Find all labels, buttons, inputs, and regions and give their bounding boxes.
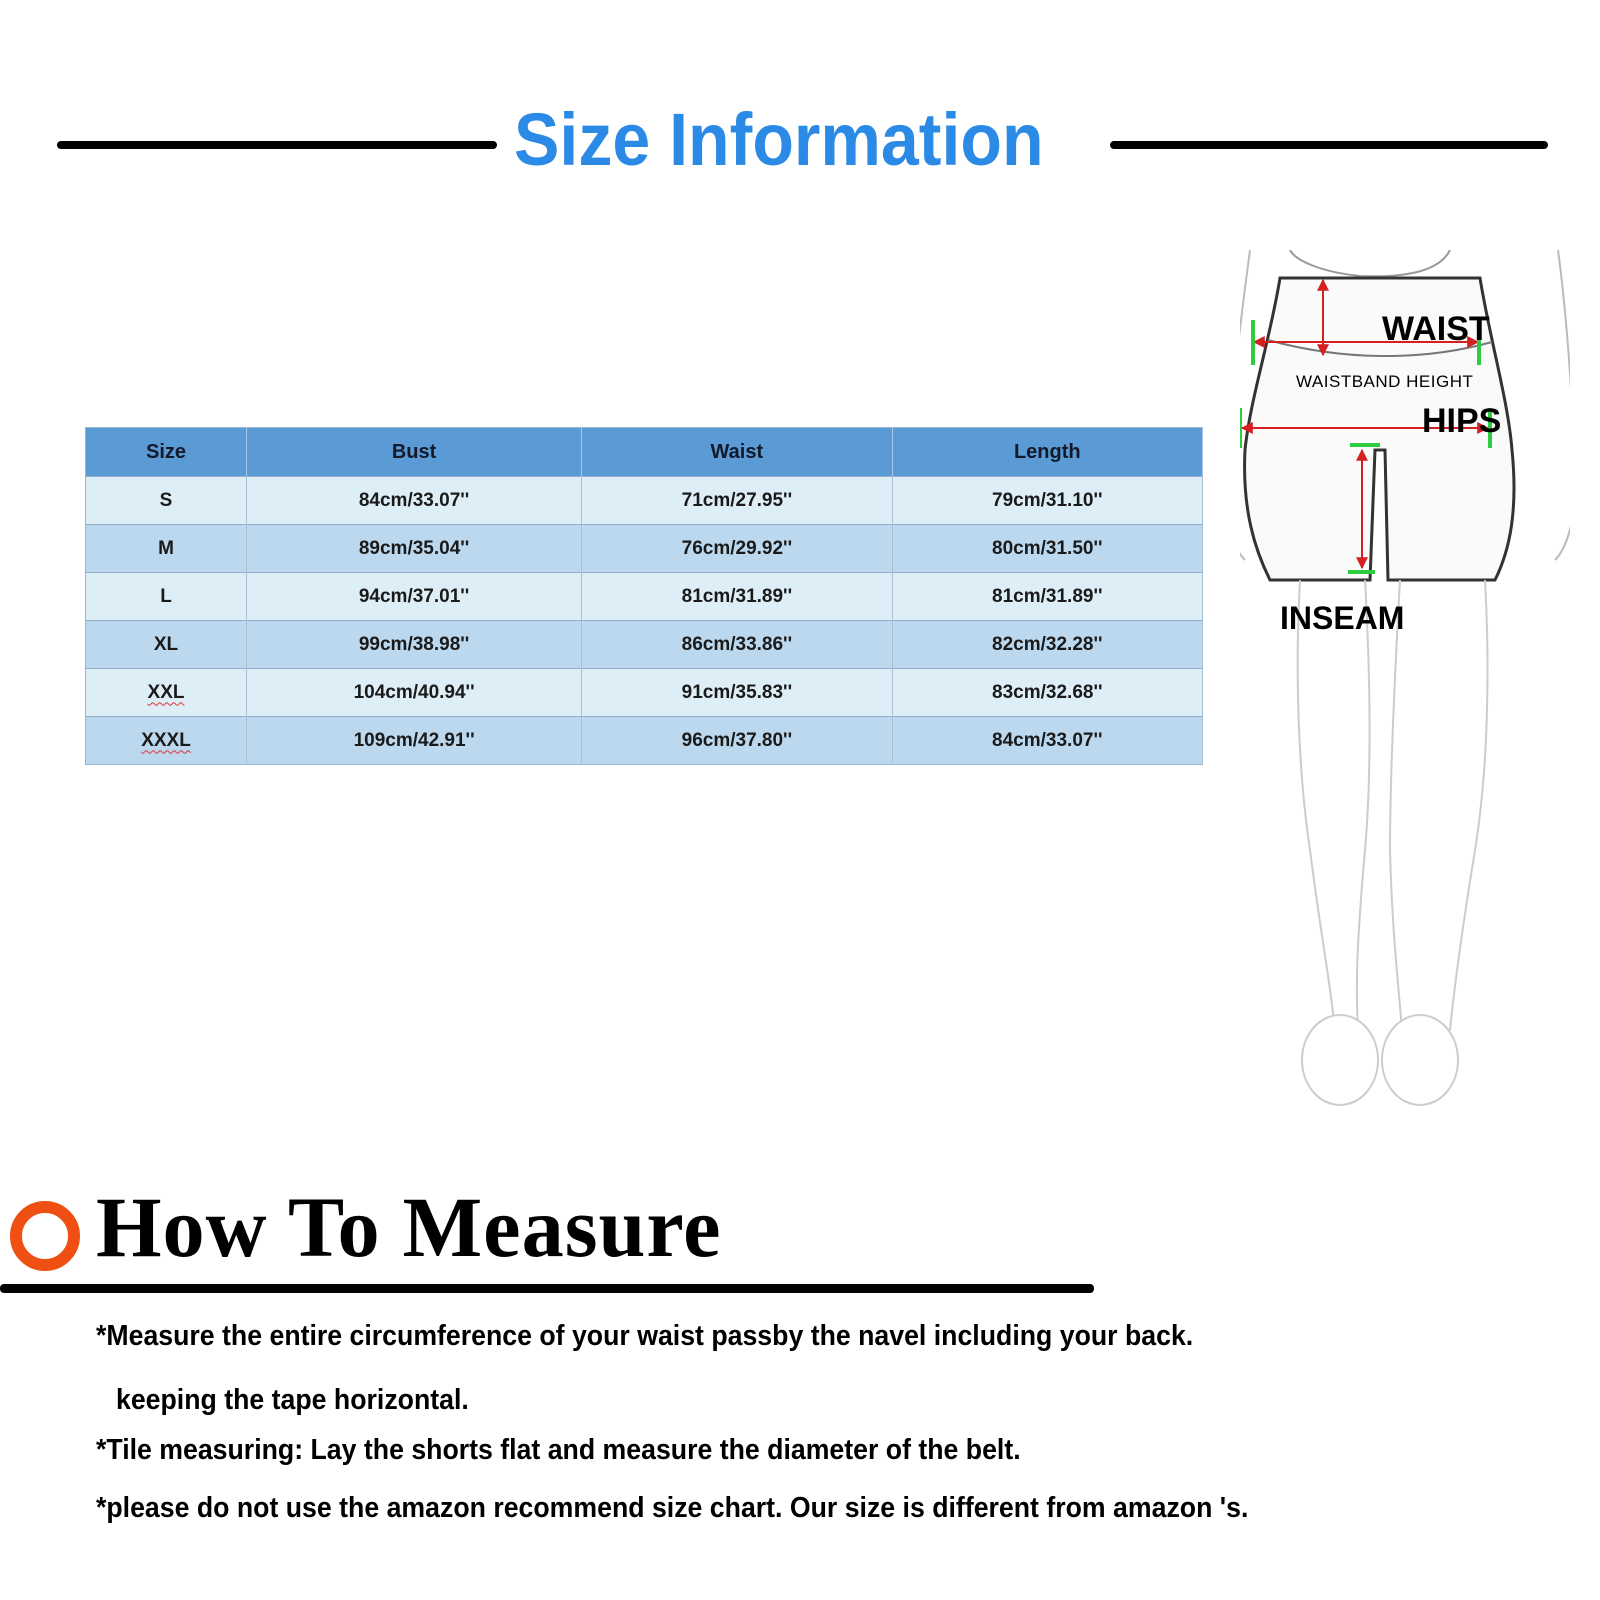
page-title: Size Information — [514, 98, 1044, 181]
cell-waist: 96cm/37.80'' — [582, 717, 892, 765]
how-to-measure-header — [0, 1179, 1100, 1295]
cell-size: XL — [86, 621, 247, 669]
cell-length: 79cm/31.10'' — [892, 477, 1202, 525]
orange-ring-icon — [10, 1201, 80, 1271]
table-row — [86, 717, 1203, 765]
cell-length: 83cm/32.68'' — [892, 669, 1202, 717]
table-row — [86, 477, 1203, 525]
waistband-height-label: WAISTBAND HEIGHT — [1296, 372, 1474, 391]
cell-bust: 89cm/35.04'' — [247, 525, 582, 573]
instruction-text: keeping the tape horizontal. — [116, 1384, 469, 1416]
section-divider — [0, 1284, 1094, 1293]
instruction-text: *Tile measuring: Lay the shorts flat and measure the diameter of the belt. — [96, 1434, 1021, 1466]
cell-size: M — [86, 525, 247, 573]
section-title: How To Measure — [96, 1179, 722, 1275]
waist-label: WAIST — [1382, 310, 1490, 348]
column-header-length: Length — [892, 428, 1202, 477]
column-header-bust: Bust — [247, 428, 582, 477]
cell-size — [86, 717, 247, 765]
page-header — [0, 90, 1600, 190]
hips-label: HIPS — [1422, 402, 1502, 440]
cell-length: 81cm/31.89'' — [892, 573, 1202, 621]
cell-bust: 99cm/38.98'' — [247, 621, 582, 669]
table-row — [86, 669, 1203, 717]
cell-length: 84cm/33.07'' — [892, 717, 1202, 765]
inseam-label: INSEAM — [1280, 600, 1405, 636]
table-row — [86, 525, 1203, 573]
cell-length: 82cm/32.28'' — [892, 621, 1202, 669]
column-header-waist: Waist — [582, 428, 892, 477]
cell-waist: 76cm/29.92'' — [582, 525, 892, 573]
measurement-diagram — [1240, 250, 1570, 1130]
instruction-text: *please do not use the amazon recommend size chart. Our size is different from amazon 's. — [96, 1492, 1249, 1524]
cell-waist: 71cm/27.95'' — [582, 477, 892, 525]
cell-waist: 81cm/31.89'' — [582, 573, 892, 621]
cell-size: L — [86, 573, 247, 621]
cell-bust: 94cm/37.01'' — [247, 573, 582, 621]
cell-size — [86, 669, 247, 717]
cell-size: S — [86, 477, 247, 525]
cell-waist: 91cm/35.83'' — [582, 669, 892, 717]
size-chart-table — [85, 427, 1203, 765]
instruction-text: *Measure the entire circumference of your waist passby the navel including your back. — [96, 1320, 1194, 1352]
cell-bust: 84cm/33.07'' — [247, 477, 582, 525]
cell-bust: 104cm/40.94'' — [247, 669, 582, 717]
cell-length: 80cm/31.50'' — [892, 525, 1202, 573]
title-divider-right — [1110, 141, 1548, 149]
table-row — [86, 621, 1203, 669]
size-label: XXXL — [141, 729, 191, 751]
cell-waist: 86cm/33.86'' — [582, 621, 892, 669]
cell-bust: 109cm/42.91'' — [247, 717, 582, 765]
title-divider-left — [57, 141, 497, 149]
table-header-row — [86, 428, 1203, 477]
size-label: XXL — [147, 681, 185, 703]
column-header-size: Size — [86, 428, 247, 477]
table-row — [86, 573, 1203, 621]
